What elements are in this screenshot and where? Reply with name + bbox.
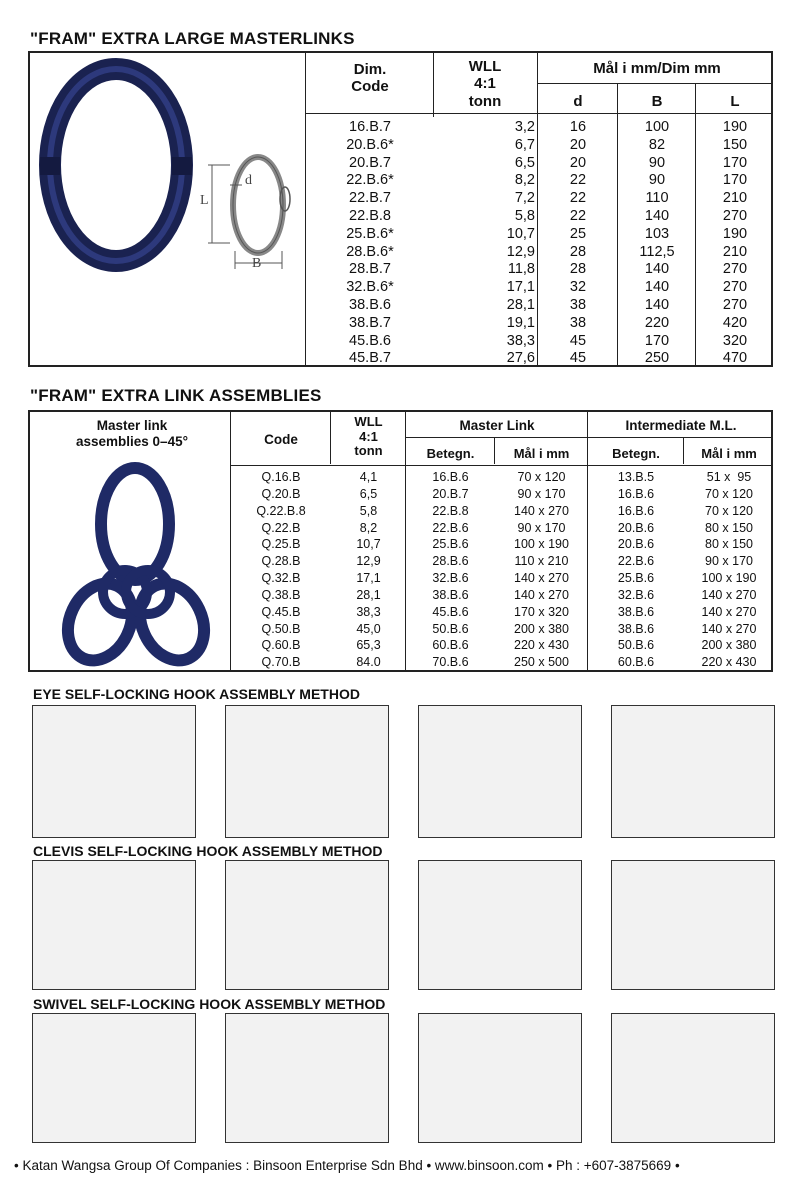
table-cell-ml-betegn: 60.B.6 — [432, 638, 469, 653]
header-text: Code — [351, 78, 389, 96]
eye-photo-4 — [611, 705, 775, 838]
table-cell-l: 210 — [722, 190, 748, 207]
table-cell-wll: 6,5 — [359, 486, 378, 501]
table-cell-wll: 12,9 — [506, 243, 535, 260]
diagram-label-d: d — [245, 173, 252, 188]
header-mal: Mål i mm — [701, 446, 757, 461]
table-cell-wll: 28,1 — [506, 296, 535, 313]
eye-photo-1 — [32, 705, 196, 838]
footer-bullet: • — [14, 1158, 23, 1173]
table-cell-im-mal: 80 x 150 — [705, 520, 753, 535]
footer-text: Katan Wangsa Group Of Companies : Binsoon Enterprise Sdn Bhd • www.binsoon.com • Ph : +607-3875669 — [22, 1158, 672, 1173]
divider — [433, 53, 434, 117]
header-intermediate: Intermediate M.L. — [625, 418, 737, 433]
table-cell-code: 20.B.7 — [349, 154, 391, 171]
table-cell-wll: 45,0 — [356, 621, 381, 636]
column-ml-mal — [496, 469, 587, 671]
diagram-label-b: B — [252, 256, 262, 271]
table-cell-d: 20 — [569, 136, 587, 153]
table-cell-ml-mal: 140 x 270 — [514, 571, 569, 586]
table-cell-code: Q.20.B — [261, 486, 301, 501]
table-cell-ml-mal: 170 x 320 — [514, 604, 569, 619]
column-code — [232, 469, 330, 671]
table-cell-code: 25.B.6* — [346, 225, 394, 242]
table-cell-wll: 4,1 — [359, 470, 378, 484]
header-dims: Mål i mm/Dim mm — [593, 60, 721, 77]
table-cell-code: 28.B.6* — [346, 243, 394, 260]
divider — [695, 83, 696, 365]
header-text: WLL — [468, 58, 502, 75]
table-cell-wll: 7,2 — [514, 190, 535, 207]
header-text: 4:1 — [359, 428, 378, 444]
divider — [230, 465, 771, 466]
header-betegn: Betegn. — [612, 446, 660, 461]
header-text: tonn — [354, 443, 383, 459]
table-cell-im-mal: 100 x 190 — [701, 571, 757, 586]
header-wll — [435, 58, 535, 110]
table-cell-l: 470 — [722, 350, 748, 367]
table-cell-im-betegn: 20.B.6 — [617, 520, 655, 535]
masterlinks-panel — [28, 51, 773, 367]
table-cell-l: 210 — [722, 243, 748, 260]
table-cell-im-betegn: 25.B.6 — [617, 571, 655, 586]
divider — [537, 83, 771, 84]
table-cell-im-mal: 70 x 120 — [705, 486, 753, 501]
clevis-photo-1 — [32, 860, 196, 990]
column-ml-betegn — [407, 469, 494, 671]
table-cell-b: 170 — [644, 332, 670, 349]
table-cell-im-mal: 90 x 170 — [705, 554, 753, 569]
table-cell-l: 190 — [722, 119, 748, 135]
table-cell-wll: 17,1 — [356, 571, 381, 586]
table-cell-code: Q.16.B — [261, 470, 301, 484]
table-cell-wll: 12,9 — [356, 554, 381, 569]
table-cell-im-mal: 140 x 270 — [701, 604, 757, 619]
header-wll — [332, 415, 405, 459]
table-cell-wll: 8,2 — [514, 172, 535, 189]
table-cell-d: 22 — [569, 207, 587, 224]
table-cell-im-betegn: 13.B.5 — [617, 470, 655, 484]
column-wll — [435, 119, 535, 368]
table-cell-ml-mal: 140 x 270 — [514, 503, 569, 518]
eye-photo-2 — [225, 705, 389, 838]
table-cell-ml-mal: 200 x 380 — [514, 621, 569, 636]
table-cell-wll: 8,2 — [359, 520, 378, 535]
table-cell-code: Q.50.B — [261, 621, 301, 636]
table-cell-b: 140 — [644, 279, 670, 296]
table-cell-d: 25 — [569, 225, 587, 242]
table-cell-im-betegn: 50.B.6 — [617, 638, 655, 653]
table-cell-l: 150 — [722, 136, 748, 153]
table-cell-im-mal: 51 x 95 — [706, 470, 752, 484]
column-im-mal — [685, 469, 773, 671]
clevis-photo-2 — [225, 860, 389, 990]
header-master-assemblies — [34, 418, 230, 449]
table-cell-wll: 65,3 — [356, 638, 381, 653]
header-text: Dim. — [353, 61, 387, 78]
table-cell-ml-betegn: 45.B.6 — [432, 604, 469, 619]
table-cell-d: 38 — [569, 296, 587, 313]
table-cell-wll: 6,5 — [514, 154, 535, 171]
table-cell-b: 140 — [644, 296, 670, 313]
table-cell-d: 20 — [569, 154, 587, 171]
divider — [330, 412, 331, 464]
table-cell-im-mal: 220 x 430 — [701, 655, 757, 670]
table-cell-d: 45 — [569, 332, 587, 349]
assemblies-panel — [28, 410, 773, 672]
table-cell-l: 270 — [722, 261, 748, 278]
swivel-photo-2 — [225, 1013, 389, 1143]
table-cell-code: 20.B.6* — [346, 136, 394, 153]
masterlink-illustration — [30, 53, 305, 365]
eye-photo-3 — [418, 705, 582, 838]
table-cell-d: 28 — [569, 243, 587, 260]
divider — [617, 83, 618, 365]
header-text: WLL — [354, 414, 383, 429]
table-cell-wll: 27,6 — [506, 350, 535, 367]
header-text: assemblies 0–45° — [76, 433, 188, 449]
header-code: Code — [264, 432, 298, 447]
table-cell-ml-betegn: 38.B.6 — [432, 587, 469, 602]
divider — [405, 437, 771, 438]
table-cell-im-betegn: 20.B.6 — [617, 537, 655, 552]
table-cell-d: 16 — [569, 119, 587, 135]
table-cell-ml-betegn: 20.B.7 — [432, 486, 469, 501]
table-cell-b: 250 — [644, 350, 670, 367]
header-mal: Mål i mm — [513, 446, 570, 461]
column-b — [619, 119, 695, 368]
header-text: 4:1 — [474, 75, 496, 93]
table-cell-code: 28.B.7 — [349, 261, 391, 278]
table-cell-im-betegn: 32.B.6 — [617, 587, 655, 602]
table-cell-ml-mal: 90 x 170 — [517, 486, 566, 501]
divider — [494, 437, 495, 464]
table-cell-ml-betegn: 50.B.6 — [432, 621, 469, 636]
table-cell-code: 22.B.6* — [346, 172, 394, 189]
table-cell-code: Q.25.B — [261, 537, 301, 552]
assembly-illustration — [40, 462, 230, 667]
table-cell-b: 90 — [648, 154, 666, 171]
divider — [305, 53, 306, 365]
header-l: L — [730, 93, 740, 110]
table-cell-wll: 28,1 — [356, 587, 381, 602]
header-dim-code — [308, 61, 432, 96]
column-code — [308, 119, 432, 368]
table-cell-code: 16.B.7 — [349, 119, 391, 135]
table-cell-wll: 5,8 — [359, 503, 378, 518]
table-cell-im-betegn: 16.B.6 — [617, 503, 655, 518]
table-cell-b: 82 — [648, 136, 666, 153]
table-cell-im-betegn: 16.B.6 — [617, 486, 655, 501]
column-im-betegn — [589, 469, 683, 671]
table-cell-ml-betegn: 22.B.6 — [432, 520, 469, 535]
table-cell-ml-mal: 110 x 210 — [514, 554, 569, 569]
table-cell-code: Q.60.B — [261, 638, 301, 653]
table-cell-ml-mal: 70 x 120 — [517, 470, 566, 484]
divider — [405, 412, 406, 670]
header-master-link: Master Link — [459, 418, 535, 433]
header-text: tonn — [468, 92, 502, 110]
table-cell-b: 103 — [644, 225, 670, 242]
masterlinks-title: "FRAM" EXTRA LARGE MASTERLINKS — [30, 29, 355, 48]
table-cell-wll: 5,8 — [514, 207, 535, 224]
swivel-photo-4 — [611, 1013, 775, 1143]
table-cell-ml-betegn: 22.B.8 — [432, 503, 469, 518]
table-cell-im-betegn: 60.B.6 — [617, 655, 655, 670]
table-cell-wll: 6,7 — [514, 136, 535, 153]
table-cell-ml-mal: 140 x 270 — [514, 587, 569, 602]
table-cell-ml-mal: 90 x 170 — [517, 520, 566, 535]
table-cell-im-betegn: 22.B.6 — [617, 554, 655, 569]
table-cell-wll: 38,3 — [506, 332, 535, 349]
masterlink-picture — [30, 53, 305, 365]
table-cell-l: 320 — [722, 332, 748, 349]
table-cell-code: Q.45.B — [261, 604, 301, 619]
table-cell-ml-betegn: 25.B.6 — [432, 537, 469, 552]
table-cell-d: 22 — [569, 172, 587, 189]
table-cell-b: 100 — [644, 119, 670, 135]
table-cell-ml-betegn: 16.B.6 — [432, 470, 469, 484]
swivel-photo-3 — [418, 1013, 582, 1143]
divider — [230, 412, 231, 670]
table-cell-code: 38.B.6 — [349, 296, 391, 313]
table-cell-code: 38.B.7 — [349, 314, 391, 331]
table-cell-wll: 84.0 — [356, 655, 381, 670]
table-cell-ml-betegn: 28.B.6 — [432, 554, 469, 569]
table-cell-d: 22 — [569, 190, 587, 207]
column-d — [539, 119, 617, 368]
diagram-label-l: L — [200, 193, 209, 208]
divider — [305, 113, 771, 114]
divider — [587, 412, 588, 670]
column-l — [697, 119, 773, 368]
table-cell-l: 270 — [722, 207, 748, 224]
assemblies-title: "FRAM" EXTRA LINK ASSEMBLIES — [30, 386, 322, 405]
table-cell-code: Q.28.B — [261, 554, 301, 569]
table-cell-l: 270 — [722, 296, 748, 313]
table-cell-code: Q.22.B.8 — [256, 503, 306, 518]
table-cell-code: Q.38.B — [261, 587, 301, 602]
table-cell-ml-mal: 250 x 500 — [514, 655, 569, 670]
clevis-photo-3 — [418, 860, 582, 990]
table-cell-ml-betegn: 70.B.6 — [432, 655, 469, 670]
table-cell-im-mal: 70 x 120 — [705, 503, 753, 518]
table-cell-wll: 3,2 — [514, 119, 535, 135]
table-cell-b: 110 — [645, 190, 669, 207]
table-cell-ml-mal: 100 x 190 — [514, 537, 569, 552]
table-cell-b: 140 — [644, 261, 670, 278]
swivel-method-title: SWIVEL SELF-LOCKING HOOK ASSEMBLY METHOD — [33, 996, 386, 1012]
header-d: d — [573, 93, 583, 110]
footer-bullet: • — [671, 1158, 680, 1173]
table-cell-code: Q.22.B — [261, 520, 301, 535]
divider — [683, 437, 684, 464]
table-cell-im-betegn: 38.B.6 — [617, 604, 655, 619]
table-cell-ml-betegn: 32.B.6 — [432, 571, 469, 586]
table-cell-wll: 11,8 — [507, 261, 535, 278]
table-cell-code: 45.B.6 — [349, 332, 391, 349]
table-cell-l: 270 — [722, 279, 748, 296]
table-cell-wll: 38,3 — [356, 604, 381, 619]
table-cell-code: 22.B.8 — [349, 207, 391, 224]
table-cell-d: 28 — [569, 261, 587, 278]
table-cell-code: 32.B.6* — [346, 279, 394, 296]
table-cell-wll: 10,7 — [506, 225, 535, 242]
table-cell-im-mal: 200 x 380 — [701, 638, 757, 653]
table-cell-code: Q.32.B — [261, 571, 301, 586]
table-cell-l: 170 — [722, 154, 748, 171]
table-cell-l: 420 — [722, 314, 748, 331]
clevis-photo-4 — [611, 860, 775, 990]
table-cell-code: 45.B.7 — [349, 350, 391, 367]
table-cell-b: 140 — [644, 207, 670, 224]
table-cell-code: Q.70.B — [261, 655, 301, 670]
footer — [14, 1158, 680, 1173]
header-b: B — [651, 93, 663, 110]
table-cell-d: 38 — [569, 314, 587, 331]
clevis-method-title: CLEVIS SELF-LOCKING HOOK ASSEMBLY METHOD — [33, 843, 383, 859]
table-cell-l: 190 — [722, 225, 748, 242]
table-cell-im-mal: 80 x 150 — [705, 537, 753, 552]
table-cell-code: 22.B.7 — [349, 190, 391, 207]
divider — [537, 53, 538, 365]
table-cell-d: 32 — [569, 279, 587, 296]
table-cell-wll: 10,7 — [356, 537, 381, 552]
table-cell-im-betegn: 38.B.6 — [617, 621, 655, 636]
table-cell-b: 220 — [644, 314, 670, 331]
header-text: Master link — [96, 418, 168, 433]
table-cell-im-mal: 140 x 270 — [701, 621, 757, 636]
table-cell-l: 170 — [722, 172, 748, 189]
column-wll — [332, 469, 405, 671]
table-cell-ml-mal: 220 x 430 — [514, 638, 569, 653]
swivel-photo-1 — [32, 1013, 196, 1143]
table-cell-wll: 19,1 — [506, 314, 535, 331]
table-cell-d: 45 — [569, 350, 587, 367]
table-cell-wll: 17,1 — [506, 279, 535, 296]
table-cell-im-mal: 140 x 270 — [701, 587, 757, 602]
header-betegn: Betegn. — [426, 446, 475, 461]
eye-method-title: EYE SELF-LOCKING HOOK ASSEMBLY METHOD — [33, 686, 360, 702]
table-cell-b: 112,5 — [639, 243, 675, 260]
table-cell-b: 90 — [648, 172, 666, 189]
